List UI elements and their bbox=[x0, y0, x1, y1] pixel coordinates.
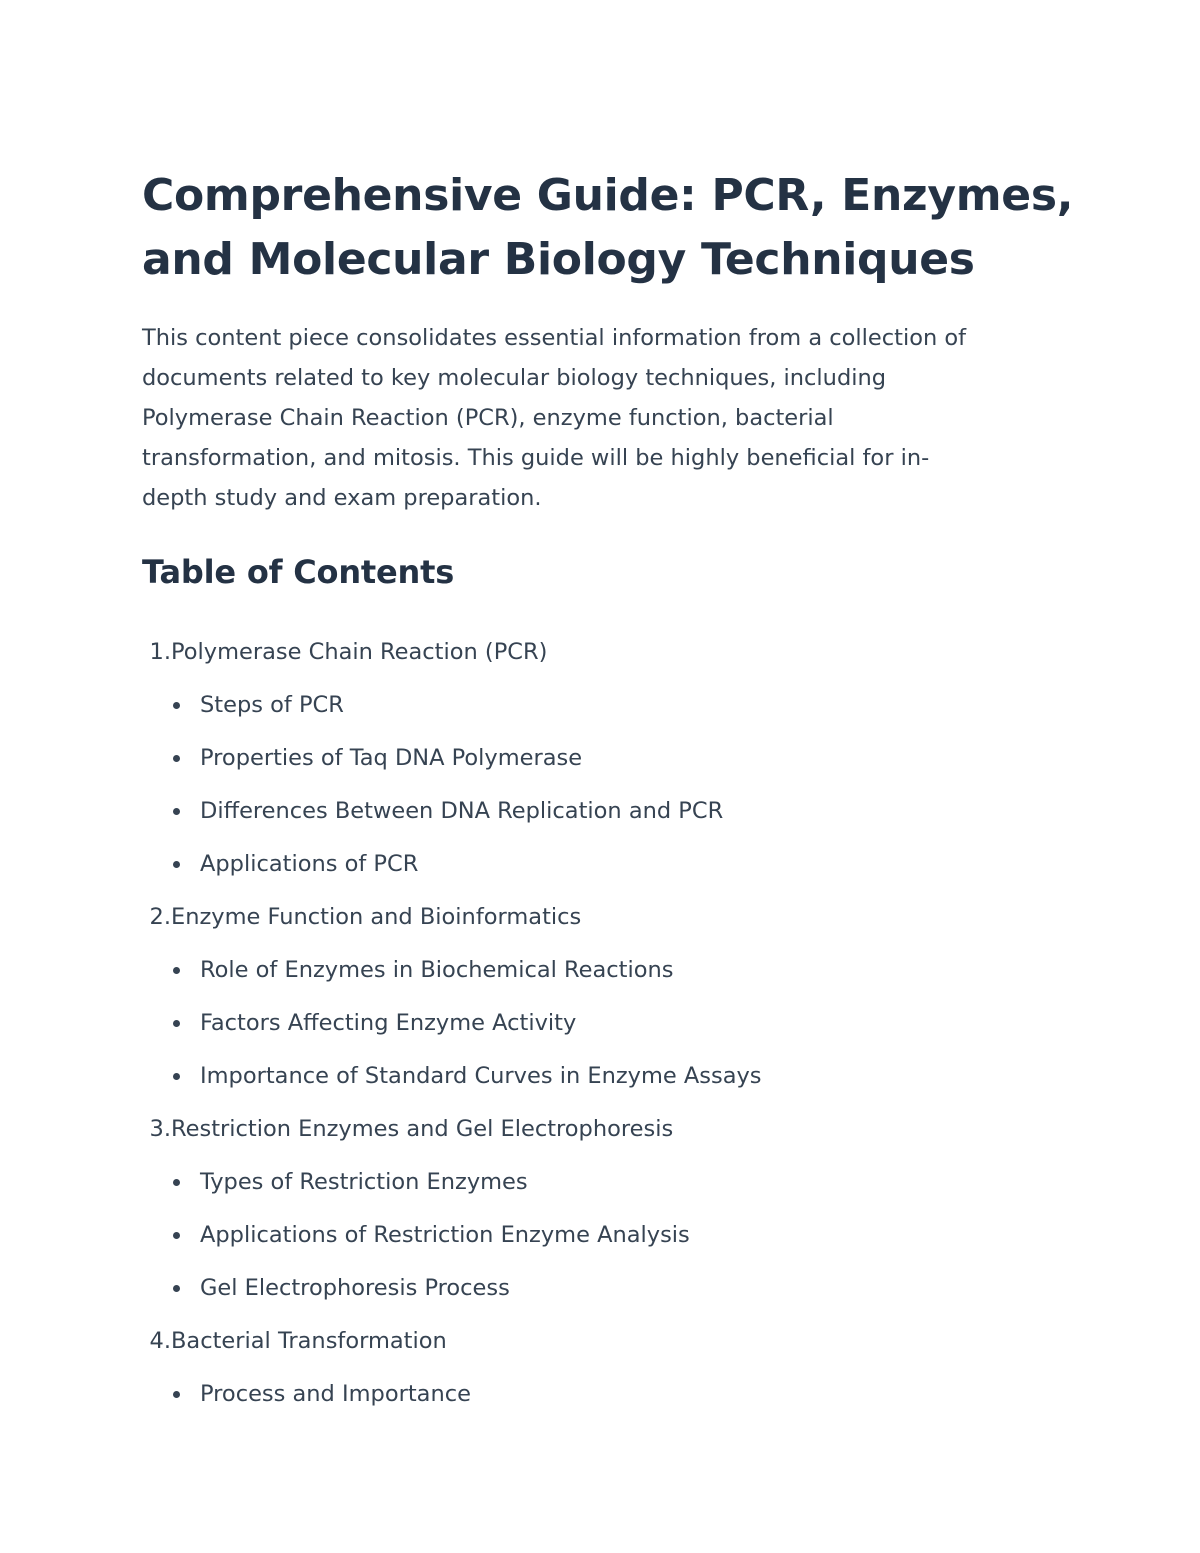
intro-paragraph bbox=[142, 318, 1062, 518]
intro-line-1: This content piece consolidates essential information from a collection of bbox=[142, 325, 967, 351]
intro-line-5: depth study and exam preparation. bbox=[142, 485, 542, 511]
intro-line-4: transformation, and mitosis. This guide will be highly beneficial for in- bbox=[142, 445, 930, 471]
bullet-icon bbox=[173, 702, 180, 709]
toc-section-number: 3. bbox=[149, 1116, 171, 1142]
table-of-contents bbox=[142, 626, 1062, 1421]
toc-subsection-label: Role of Enzymes in Biochemical Reactions bbox=[200, 957, 674, 983]
toc-subsection-label: Process and Importance bbox=[200, 1381, 471, 1407]
bullet-icon bbox=[173, 1285, 180, 1292]
toc-subsection-list bbox=[142, 1368, 1062, 1421]
toc-section-number: 1. bbox=[149, 639, 171, 665]
intro-line-3: Polymerase Chain Reaction (PCR), enzyme function, bacterial bbox=[142, 405, 834, 431]
toc-subsection-item[interactable] bbox=[142, 838, 1062, 891]
toc-section-enzyme-function bbox=[142, 891, 1062, 1103]
toc-section-title: Restriction Enzymes and Gel Electrophoresis bbox=[171, 1116, 674, 1142]
toc-subsection-item[interactable] bbox=[142, 997, 1062, 1050]
toc-subsection-item[interactable] bbox=[142, 679, 1062, 732]
page-title bbox=[142, 164, 1074, 292]
toc-subsection-label: Factors Affecting Enzyme Activity bbox=[200, 1010, 577, 1036]
toc-subsection-label: Applications of PCR bbox=[200, 851, 419, 877]
toc-subsection-label: Differences Between DNA Replication and PCR bbox=[200, 798, 724, 824]
toc-subsection-item[interactable] bbox=[142, 944, 1062, 997]
toc-subsection-list bbox=[142, 944, 1062, 1103]
bullet-icon bbox=[173, 808, 180, 815]
toc-section-row[interactable] bbox=[142, 1103, 1062, 1156]
toc-section-number: 4. bbox=[149, 1328, 171, 1354]
toc-subsection-label: Steps of PCR bbox=[200, 692, 344, 718]
page-title-line-1: Comprehensive Guide: PCR, Enzymes, bbox=[142, 170, 1074, 221]
toc-section-number: 2. bbox=[149, 904, 171, 930]
bullet-icon bbox=[173, 1391, 180, 1398]
toc-subsection-item[interactable] bbox=[142, 785, 1062, 838]
toc-section-title: Bacterial Transformation bbox=[171, 1328, 447, 1354]
bullet-icon bbox=[173, 1020, 180, 1027]
toc-subsection-label: Importance of Standard Curves in Enzyme Assays bbox=[200, 1063, 762, 1089]
toc-section-title: Polymerase Chain Reaction (PCR) bbox=[171, 639, 548, 665]
toc-subsection-item[interactable] bbox=[142, 1368, 1062, 1421]
toc-subsection-label: Types of Restriction Enzymes bbox=[200, 1169, 528, 1195]
toc-section-bacterial-transformation bbox=[142, 1315, 1062, 1421]
page-title-line-2: and Molecular Biology Techniques bbox=[142, 234, 975, 285]
toc-subsection-item[interactable] bbox=[142, 1050, 1062, 1103]
toc-section-row[interactable] bbox=[142, 1315, 1062, 1368]
toc-subsection-label: Properties of Taq DNA Polymerase bbox=[200, 745, 583, 771]
toc-section-row[interactable] bbox=[142, 626, 1062, 679]
document-page bbox=[142, 164, 1074, 1421]
bullet-icon bbox=[173, 1232, 180, 1239]
toc-subsection-item[interactable] bbox=[142, 1262, 1062, 1315]
toc-subsection-list bbox=[142, 679, 1062, 891]
toc-subsection-list bbox=[142, 1156, 1062, 1315]
toc-subsection-item[interactable] bbox=[142, 732, 1062, 785]
toc-section-title: Enzyme Function and Bioinformatics bbox=[171, 904, 582, 930]
toc-subsection-item[interactable] bbox=[142, 1156, 1062, 1209]
toc-subsection-label: Applications of Restriction Enzyme Analysis bbox=[200, 1222, 690, 1248]
bullet-icon bbox=[173, 1073, 180, 1080]
bullet-icon bbox=[173, 861, 180, 868]
toc-subsection-item[interactable] bbox=[142, 1209, 1062, 1262]
intro-line-2: documents related to key molecular biology techniques, including bbox=[142, 365, 887, 391]
bullet-icon bbox=[173, 967, 180, 974]
toc-section-row[interactable] bbox=[142, 891, 1062, 944]
bullet-icon bbox=[173, 755, 180, 762]
toc-heading: Table of Contents bbox=[142, 553, 455, 591]
toc-section-restriction-enzymes bbox=[142, 1103, 1062, 1315]
bullet-icon bbox=[173, 1179, 180, 1186]
toc-section-pcr bbox=[142, 626, 1062, 891]
toc-subsection-label: Gel Electrophoresis Process bbox=[200, 1275, 510, 1301]
